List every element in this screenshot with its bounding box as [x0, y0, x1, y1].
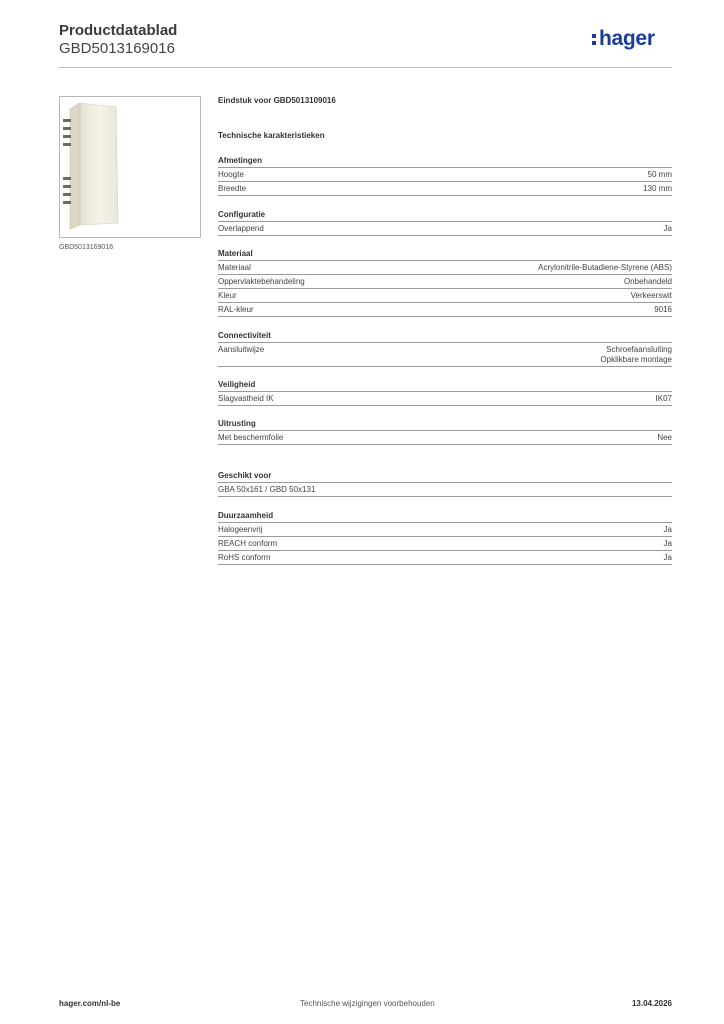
- section-title: Afmetingen: [218, 156, 672, 168]
- logo-colon-icon: [592, 27, 597, 49]
- logo-text: hager: [599, 27, 655, 50]
- spec-label: Met beschermfolie: [218, 433, 284, 442]
- spec-label: Overlappend: [218, 224, 264, 233]
- spec-value-line: Schroefaansluiting: [606, 345, 672, 354]
- footer-website-link[interactable]: hager.com/nl-be: [59, 999, 121, 1008]
- spec-value: Verkeerswit: [630, 291, 672, 300]
- spec-label: Aansluitwijze: [218, 345, 265, 354]
- footer-notice: Technische wijzigingen voorbehouden: [300, 999, 435, 1008]
- section-uitrusting: [218, 419, 672, 445]
- spec-row: [218, 343, 672, 367]
- section-veiligheid: [218, 380, 672, 406]
- end-cap-product-image: [60, 97, 200, 237]
- section-title: Materiaal: [218, 249, 672, 261]
- section-title: Uitrusting: [218, 419, 672, 431]
- spec-label: Breedte: [218, 184, 247, 193]
- product-image-frame: [59, 96, 201, 238]
- spec-row: [218, 523, 672, 537]
- section-title: Configuratie: [218, 210, 672, 222]
- spec-value: 50 mm: [647, 170, 672, 179]
- spec-row: [218, 392, 672, 406]
- spec-label: Slagvastheid IK: [218, 394, 274, 403]
- section-title: Connectiviteit: [218, 331, 672, 343]
- section-connectiviteit: [218, 331, 672, 367]
- section-title: Veiligheid: [218, 380, 672, 392]
- spec-row: [218, 289, 672, 303]
- spec-label: Materiaal: [218, 263, 251, 272]
- section-duurzaamheid: [218, 511, 672, 565]
- hager-logo[interactable]: [592, 27, 655, 51]
- spec-value: 9016: [654, 305, 672, 314]
- spec-row: [218, 303, 672, 317]
- section-afmetingen: [218, 156, 672, 196]
- spec-value: Onbehandeld: [623, 277, 672, 286]
- spec-value: 130 mm: [643, 184, 672, 193]
- specs-heading: Technische karakteristieken: [218, 131, 325, 140]
- section-title: Geschikt voor: [218, 471, 672, 483]
- spec-label: Halogeenvrij: [218, 525, 263, 534]
- spec-row: [218, 537, 672, 551]
- spec-value: Nee: [657, 433, 672, 442]
- spec-value: Ja: [663, 224, 672, 233]
- section-title: Duurzaamheid: [218, 511, 672, 523]
- product-image-caption: GBD5013169016: [59, 244, 114, 251]
- spec-value-line: Opklikbare montage: [600, 355, 672, 364]
- spec-value: IK07: [655, 394, 672, 403]
- section-geschikt-voor: [218, 471, 672, 497]
- spec-label: REACH conform: [218, 539, 278, 548]
- spec-row: [218, 261, 672, 275]
- spec-label: Kleur: [218, 291, 237, 300]
- spec-label: Hoogte: [218, 170, 244, 179]
- spec-value: Ja: [663, 525, 672, 534]
- spec-row: [218, 222, 672, 236]
- footer-date: 13.04.2026: [631, 999, 672, 1008]
- spec-row: [218, 431, 672, 445]
- spec-label: RAL-kleur: [218, 305, 254, 314]
- page-title: Productdatablad: [59, 22, 178, 39]
- spec-label: Oppervlaktebehandeling: [218, 277, 305, 286]
- section-configuratie: [218, 210, 672, 236]
- header-divider: [59, 67, 672, 68]
- spec-row: [218, 275, 672, 289]
- product-name: Eindstuk voor GBD5013109016: [218, 96, 336, 105]
- spec-row: [218, 483, 672, 497]
- spec-label: GBA 50x161 / GBD 50x131: [218, 485, 316, 494]
- spec-row: [218, 551, 672, 565]
- spec-value: Ja: [663, 539, 672, 548]
- section-materiaal: [218, 249, 672, 317]
- spec-row: [218, 182, 672, 196]
- spec-value: Acrylonitrile-Butadiene-Styrene (ABS): [538, 263, 672, 272]
- product-code: GBD5013169016: [59, 40, 175, 57]
- spec-value: [600, 345, 672, 365]
- spec-value: Ja: [663, 553, 672, 562]
- spec-label: RoHS conform: [218, 553, 271, 562]
- spec-row: [218, 168, 672, 182]
